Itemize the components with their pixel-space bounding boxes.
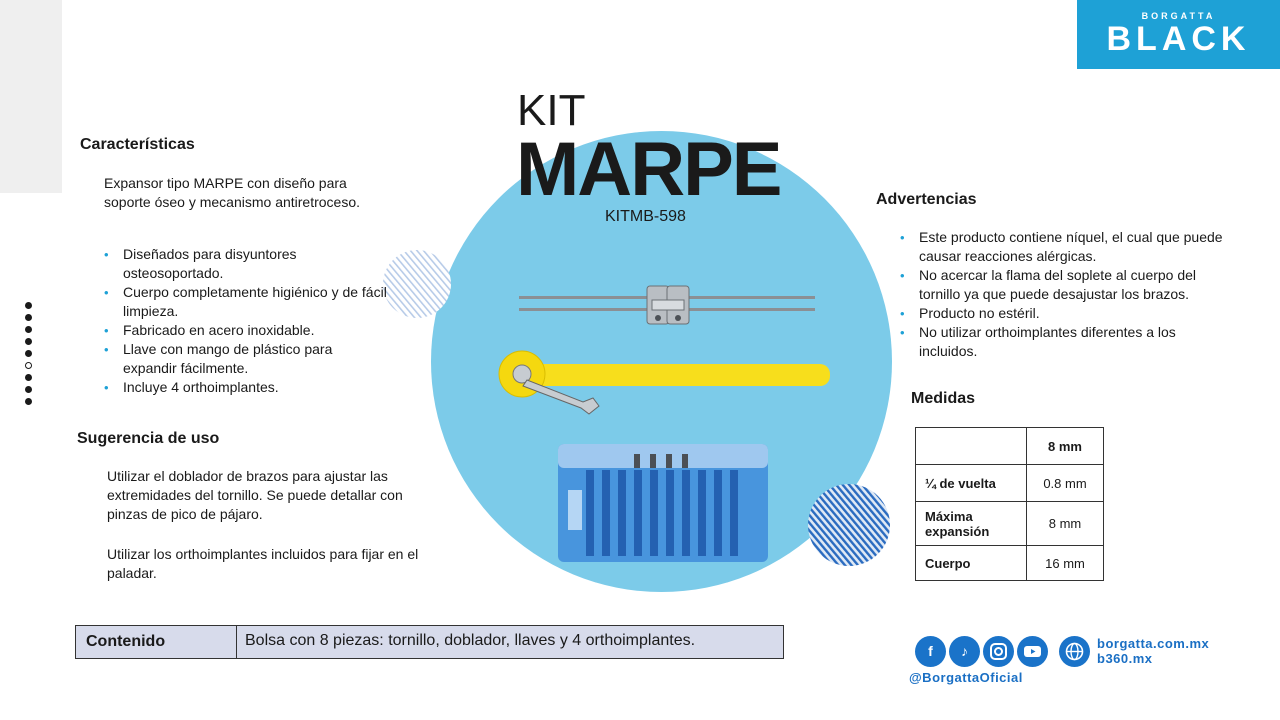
page-dot-current[interactable]	[25, 362, 32, 369]
youtube-icon[interactable]	[1017, 636, 1048, 667]
sugerencia-paragraph-1: Utilizar el doblador de brazos para ajustar las extremidades del tornillo. Se puede detallar con pinzas de pico de pájaro.	[107, 468, 403, 522]
table-cell-empty	[916, 428, 1027, 465]
advertencias-list	[900, 228, 1230, 361]
page-dot[interactable]	[25, 338, 32, 345]
table-row	[916, 546, 1104, 581]
table-row	[916, 465, 1104, 502]
plastic-key-image	[497, 350, 833, 418]
striped-circle-decoration	[382, 249, 452, 319]
contenido-label: Contenido	[76, 626, 237, 658]
list-item: • Este producto contiene níquel, el cual que puede causar reacciones alérgicas.	[900, 228, 1230, 266]
website-link[interactable]: b360.mx	[1097, 651, 1153, 666]
page-dot[interactable]	[25, 350, 32, 357]
list-item: • No acercar la flama del soplete al cuerpo del tornillo ya que puede desajustar los brazos.	[900, 266, 1230, 304]
table-cell: 16 mm	[1027, 546, 1104, 581]
list-item: • Llave con mango de plástico para expandir fácilmente.	[104, 340, 389, 378]
website-links	[1097, 636, 1209, 666]
contenido-bar	[75, 625, 784, 659]
sugerencia-paragraph-2: Utilizar los orthoimplantes incluidos para fijar en el paladar.	[107, 546, 419, 581]
medidas-heading: Medidas	[911, 390, 976, 407]
caracteristicas-intro: Expansor tipo MARPE con diseño para soporte óseo y mecanismo antiretroceso.	[104, 175, 361, 210]
list-item: • No utilizar orthoimplantes diferentes a los incluidos.	[900, 323, 1230, 361]
title-marpe: MARPE	[516, 127, 781, 212]
tiktok-icon[interactable]: ♪	[949, 636, 980, 667]
table-row-label: ¼ de vuelta	[916, 465, 1027, 502]
globe-icon[interactable]	[1059, 636, 1090, 667]
table-header-cell: 8 mm	[1027, 428, 1104, 465]
brand-logo-big: BLACK	[1106, 20, 1251, 58]
product-code: KITMB-598	[605, 208, 686, 225]
page-dot[interactable]	[25, 314, 32, 321]
page-dot[interactable]	[25, 326, 32, 333]
orthoimplant-case-image	[556, 440, 771, 564]
facebook-icon[interactable]: f	[915, 636, 946, 667]
website-link[interactable]: borgatta.com.mx	[1097, 636, 1210, 651]
brand-logo	[1077, 0, 1280, 69]
page-dots	[25, 302, 37, 410]
sugerencia-heading: Sugerencia de uso	[77, 430, 220, 447]
gray-side-band	[0, 0, 62, 193]
instagram-icon[interactable]	[983, 636, 1014, 667]
advertencias-heading: Advertencias	[876, 191, 977, 208]
page-dot[interactable]	[25, 398, 32, 405]
page-dot[interactable]	[25, 386, 32, 393]
table-cell: 8 mm	[1027, 502, 1104, 546]
list-item: • Cuerpo completamente higiénico y de fácil limpieza.	[104, 283, 389, 321]
table-cell: 0.8 mm	[1027, 465, 1104, 502]
brand-logo-small: BORGATTA	[1141, 11, 1216, 21]
caracteristicas-heading: Características	[80, 136, 195, 153]
table-row-label: Máxima expansión	[916, 502, 1027, 546]
expander-screw-image	[515, 280, 820, 330]
striped-circle-decoration-dark	[807, 483, 891, 567]
contenido-value: Bolsa con 8 piezas: tornillo, doblador, llaves y 4 orthoimplantes.	[245, 632, 696, 649]
list-item: • Incluye 4 orthoimplantes.	[104, 378, 389, 397]
page-dot[interactable]	[25, 302, 32, 309]
title-kit: KIT	[517, 86, 586, 135]
list-item: • Producto no estéril.	[900, 304, 1230, 323]
table-row	[916, 502, 1104, 546]
medidas-table	[915, 427, 1104, 581]
list-item: • Fabricado en acero inoxidable.	[104, 321, 389, 340]
page-dot[interactable]	[25, 374, 32, 381]
caracteristicas-list	[104, 245, 389, 397]
table-row-label: Cuerpo	[916, 546, 1027, 581]
table-row	[916, 428, 1104, 465]
social-handle[interactable]: @BorgattaOficial	[909, 670, 1023, 685]
list-item: • Diseñados para disyuntores osteosoportado.	[104, 245, 389, 283]
